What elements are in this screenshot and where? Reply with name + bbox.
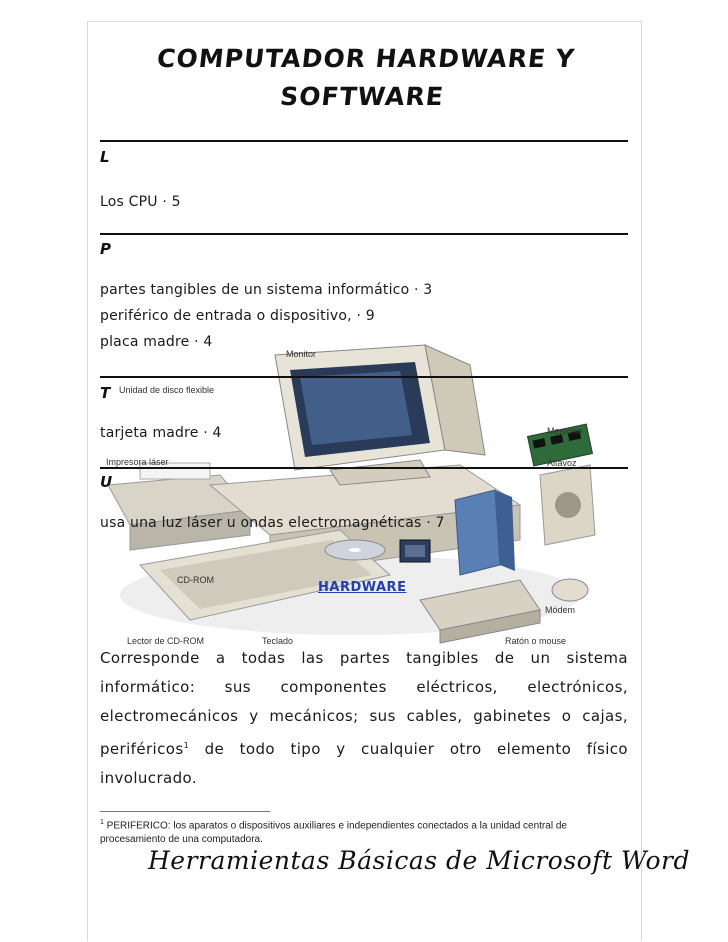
hardware-definition-paragraph [100,644,628,793]
footnote-separator [100,811,270,812]
body-text-part2: de todo tipo y cualquier otro elemento físico involucrado. [100,740,628,787]
callout-floppy: Unidad de disco flexible [119,385,215,395]
index-entry-partes: partes tangibles de un sistema informático · 3 [100,282,433,298]
mouse-icon [552,579,588,601]
index-rule-l [100,140,628,142]
body-text-part1: Corresponde a todas las partes tangibles de un sistema informático: sus componentes eléctricos, electrónicos, electromecánicos y mecánicos; sus cables, gabinetes o cajas, periféricos [100,649,628,758]
callout-cd-reader: Lector de CD-ROM [127,636,205,646]
page-footer: Herramientas Básicas de Microsoft Word [148,846,690,875]
speaker-icon [540,465,595,545]
page-title [96,40,632,116]
index-rule-t [100,376,628,378]
chip-icon [400,540,430,562]
callout-keyboard: Teclado [262,636,294,646]
index-letter-t: T [100,384,111,402]
tower-icon [455,490,515,575]
footnote [100,816,630,847]
title-line-1: COMPUTADOR HARDWARE Y [155,44,577,73]
callout-speaker: Altavoz [547,458,577,468]
callout-cdrom: CD-ROM [177,575,214,585]
index-entry-laser: usa una luz láser u ondas electromagnéticas · 7 [100,515,445,531]
index-letter-p: P [100,240,111,258]
hardware-caption: HARDWARE [318,580,407,595]
index-letter-u: U [100,473,113,491]
callout-mouse: Ratón o mouse [505,636,567,646]
index-rule-u [100,467,628,469]
index-rule-p [100,233,628,235]
callout-monitor: Monitor [286,349,317,359]
index-entry-cpu: Los CPU · 5 [100,194,181,210]
printer-icon [108,463,250,550]
index-entry-placa-madre: placa madre · 4 [100,334,213,350]
callout-laser-printer: Impresora láser [106,457,169,467]
title-line-2: SOFTWARE [278,82,446,111]
index-letter-l: L [100,148,110,166]
index-entry-periferico: periférico de entrada o dispositivo, · 9 [100,308,375,324]
footnote-text: PERIFERICO: los aparatos o dispositivos auxiliares e independientes conectados a la unidad central de procesamiento de una computadora. [100,820,567,846]
footnote-reference[interactable]: 1 [183,741,190,750]
callout-modem: Módem [545,605,576,615]
cd-icon [325,540,385,560]
footnote-number: 1 [100,819,104,826]
callout-memory: Memoria [547,426,583,436]
index-entry-tarjeta-madre: tarjeta madre · 4 [100,425,222,441]
monitor-icon [275,345,485,485]
